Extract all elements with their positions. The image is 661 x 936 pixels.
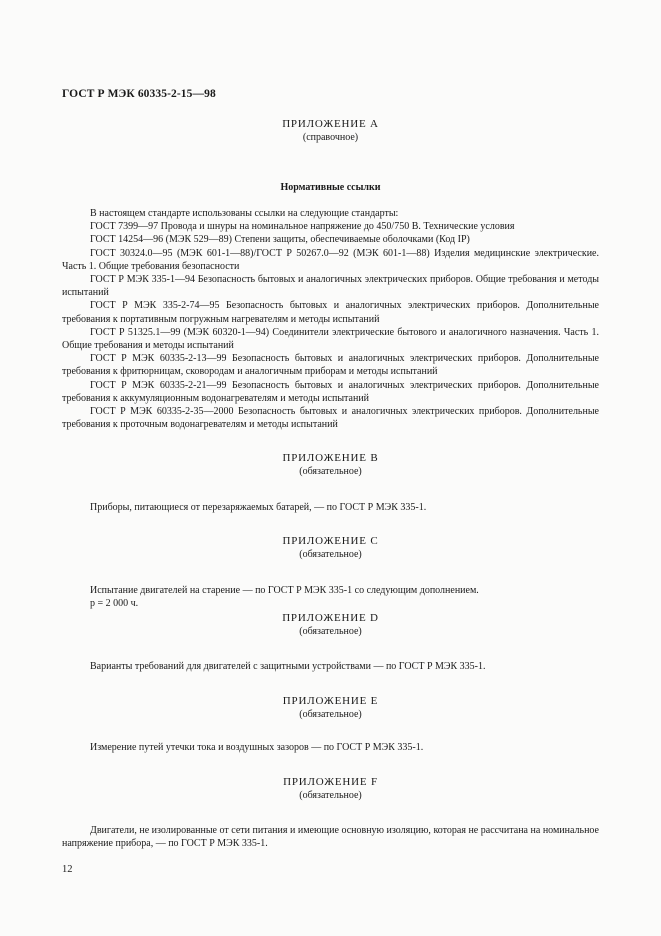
references-list — [62, 207, 599, 431]
appendix-f-title: ПРИЛОЖЕНИЕ F — [283, 776, 378, 788]
reference-item: ГОСТ 30324.0—95 (МЭК 601-1—88)/ГОСТ Р 50267.0—92 (МЭК 601-1—88) Изделия медицинские электрические. Часть 1. Общие требования безопасности — [62, 247, 599, 272]
reference-item: ГОСТ 14254—96 (МЭК 529—89) Степени защиты, обеспечиваемые оболочками (Код IP) — [90, 234, 470, 246]
appendix-d-text: Варианты требований для двигателей с защитными устройствами — по ГОСТ Р МЭК 335-1. — [90, 661, 486, 672]
appendix-c-text: Испытание двигателей на старение — по ГОСТ Р МЭК 335-1 со следующим дополнением. — [90, 585, 479, 596]
reference-item: ГОСТ Р МЭК 335-1—94 Безопасность бытовых и аналогичных электрических приборов. Общие требования и методы испытаний — [62, 274, 599, 299]
appendix-e-status: (обязательное) — [299, 709, 362, 720]
reference-item: ГОСТ Р МЭК 60335-2-13—99 Безопасность бытовых и аналогичных электрических приборов. Дополнительные требования к фритюрницам, сковородам и аналогичным приборам и методы испытаний — [62, 353, 599, 378]
reference-item: ГОСТ 7399—97 Провода и шнуры на номинальное напряжение до 450/750 В. Технические условия — [90, 221, 515, 233]
appendix-f-status: (обязательное) — [299, 790, 362, 801]
references-intro: В настоящем стандарте использованы ссылки на следующие стандарты: — [90, 208, 399, 219]
appendix-c-title: ПРИЛОЖЕНИЕ С — [282, 535, 379, 547]
appendix-b-text: Приборы, питающиеся от перезаряжаемых батарей, — по ГОСТ Р МЭК 335-1. — [90, 502, 427, 513]
appendix-e-text: Измерение путей утечки тока и воздушных зазоров — по ГОСТ Р МЭК 335-1. — [90, 742, 424, 753]
reference-item: ГОСТ Р МЭК 60335-2-21—99 Безопасность бытовых и аналогичных электрических приборов. Дополнительные требования к аккумуляционным водонагревателям и методы испытаний — [62, 379, 599, 404]
appendix-d-title: ПРИЛОЖЕНИЕ D — [282, 612, 379, 624]
appendix-e-title: ПРИЛОЖЕНИЕ Е — [282, 695, 379, 707]
reference-item: ГОСТ Р МЭК 60335-2-35—2000 Безопасность бытовых и аналогичных электрических приборов. Дополнительные требования к проточным водонагревателям и методы испытаний — [62, 406, 599, 431]
appendix-d-status: (обязательное) — [299, 626, 362, 637]
reference-item: ГОСТ Р МЭК 335-2-74—95 Безопасность бытовых и аналогичных электрических приборов. Дополнительные требования к портативным погружным нагревателям и методы испытаний — [62, 300, 599, 325]
document-header: ГОСТ Р МЭК 60335-2-15—98 — [62, 88, 216, 100]
appendix-a-status: (справочное) — [302, 132, 359, 143]
appendix-b-title: ПРИЛОЖЕНИЕ В — [282, 452, 379, 464]
appendix-f-text: Двигатели, не изолированные от сети питания и имеющие основную изоляцию, которая не рассчитана на номинальное напряжение прибора, — по ГОСТ Р МЭК 335-1. — [62, 825, 599, 850]
appendix-b-status: (обязательное) — [299, 466, 362, 477]
references-heading: Нормативные ссылки — [280, 182, 381, 193]
page-number: 12 — [62, 864, 73, 875]
appendix-a-title: ПРИЛОЖЕНИЕ А — [282, 118, 379, 130]
appendix-c-status: (обязательное) — [299, 549, 362, 560]
reference-item: ГОСТ Р 51325.1—99 (МЭК 60320-1—94) Соединители электрические бытового и аналогичного назначения. Часть 1. Общие требования и методы испытаний — [62, 326, 599, 352]
appendix-c-extra: p = 2 000 ч. — [90, 598, 139, 609]
